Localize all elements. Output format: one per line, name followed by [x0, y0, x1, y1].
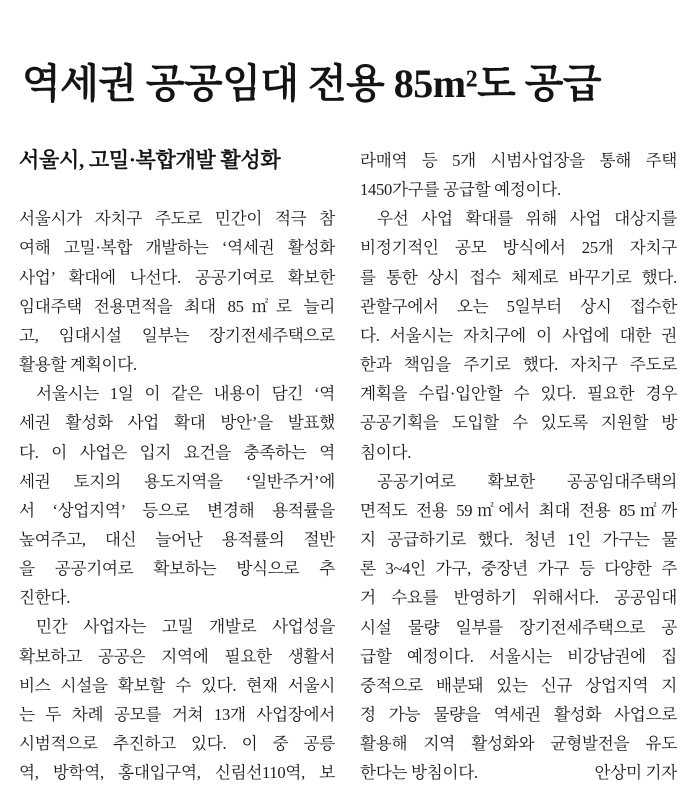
body-line: 비스 시설을 확보할 수 있다. 현재 서울시: [19, 675, 335, 695]
paragraph: [19, 379, 335, 612]
body-line: 공공기여로 확보한 공공임대주택의: [377, 471, 677, 491]
body-line: 지 공급하기로 했다. 청년 1인 가구는 물: [360, 530, 677, 550]
body-line: 세권 활성화 사업 확대 방안’을 발표했: [19, 413, 335, 433]
body-line: 시범적으로 추진하고 있다. 이 중 공릉: [19, 734, 335, 754]
headline: 역세권 공공임대 전용 85m²도 공급: [22, 60, 601, 106]
body-line: 론 3~4인 가구, 중장년 가구 등 다양한 주: [360, 559, 677, 579]
paragraph: [19, 612, 335, 787]
body-line: 세권 토지의 용도지역을 ‘일반주거’에: [19, 471, 335, 491]
body-line: 높여주고, 대신 늘어난 용적률의 절반: [19, 530, 335, 550]
subheading: 서울시, 고밀·복합개발 활성화: [19, 148, 281, 172]
body-line: 다. 이 사업은 입지 요건을 충족하는 역: [19, 442, 335, 462]
body-line: 민간 사업자는 고밀 개발로 사업성을: [36, 617, 335, 637]
body-line: 급할 예정이다. 서울시는 비강남권에 집: [360, 646, 677, 666]
body-line: 라매역 등 5개 시범사업장을 통해 주택: [360, 151, 677, 170]
body-line: 다. 서울시는 자치구에 이 사업에 대한 권: [360, 325, 677, 345]
body-line: 정 가능 물량을 역세권 활성화 사업으로: [360, 704, 677, 724]
body-line: 면적도 전용 59㎡에서 최대 전용 85㎡까: [360, 500, 677, 520]
byline: 안상미 기자: [594, 763, 677, 783]
body-line: 사업’ 확대에 나선다. 공공기여로 확보한: [19, 267, 335, 287]
body-line: 확보하고 공공은 지역에 필요한 생활서: [19, 646, 335, 666]
body-line: 중적으로 배분돼 있는 신규 상업지역 지: [360, 675, 677, 695]
article-column-right: [360, 146, 677, 787]
body-line: 를 통한 상시 접수 체제로 바꾸기로 했다.: [360, 267, 677, 287]
article-column-left: [19, 146, 335, 787]
body-line: 서 ‘상업지역’ 등으로 변경해 용적률을: [19, 500, 335, 520]
body-line: 활용해 지역 활성화와 균형발전을 유도: [360, 734, 677, 754]
paragraph: [360, 204, 677, 466]
body-line: 여해 고밀·복합 개발하는 ‘역세권 활성화: [19, 238, 335, 258]
body-line: 한과 책임을 주기로 했다. 자치구 주도로: [360, 355, 677, 375]
body-line: 서울시는 1일 이 같은 내용이 담긴 ‘역: [36, 384, 335, 404]
body-line: 고, 임대시설 일부는 장기전세주택으로: [19, 325, 335, 345]
body-line: 는 두 차례 공모를 거쳐 13개 사업장에서: [19, 704, 335, 724]
article-body-right: [360, 146, 677, 787]
article-body-left: [19, 204, 335, 787]
body-line: 을 공공기여로 확보하는 방식으로 추: [19, 559, 335, 579]
body-line: 비정기적인 공모 방식에서 25개 자치구: [360, 238, 677, 258]
body-line: 거 수요를 반영하기 위해서다. 공공임대: [360, 588, 677, 608]
body-line: 계획을 수립·입안할 수 있다. 필요한 경우: [360, 384, 677, 404]
body-line: 침이다.: [360, 442, 412, 462]
body-line: 관할구에서 오는 5일부터 상시 접수한: [360, 296, 677, 316]
closing-line-with-byline: [360, 758, 677, 787]
paragraph: [19, 204, 335, 379]
body-line: 서울시가 자치구 주도로 민간이 적극 참: [19, 209, 335, 229]
paragraph: [360, 467, 677, 788]
body-line: 시설 물량 일부를 장기전세주택으로 공: [360, 617, 677, 637]
body-line: 활용할 계획이다.: [19, 355, 137, 375]
body-line: 역, 방학역, 홍대입구역, 신림선110역, 보: [19, 763, 335, 783]
paragraph: [360, 146, 677, 204]
body-line: 공공기획을 도입할 수 있도록 지원할 방: [360, 413, 677, 433]
body-line: 1450가구를 공급할 예정이다.: [360, 180, 561, 200]
body-line: 진한다.: [19, 588, 71, 608]
body-line: 한다는 방침이다.: [360, 763, 478, 783]
body-line: 임대주택 전용면적을 최대 85㎡로 늘리: [19, 296, 335, 316]
body-line: 우선 사업 확대를 위해 사업 대상지를: [377, 209, 677, 229]
